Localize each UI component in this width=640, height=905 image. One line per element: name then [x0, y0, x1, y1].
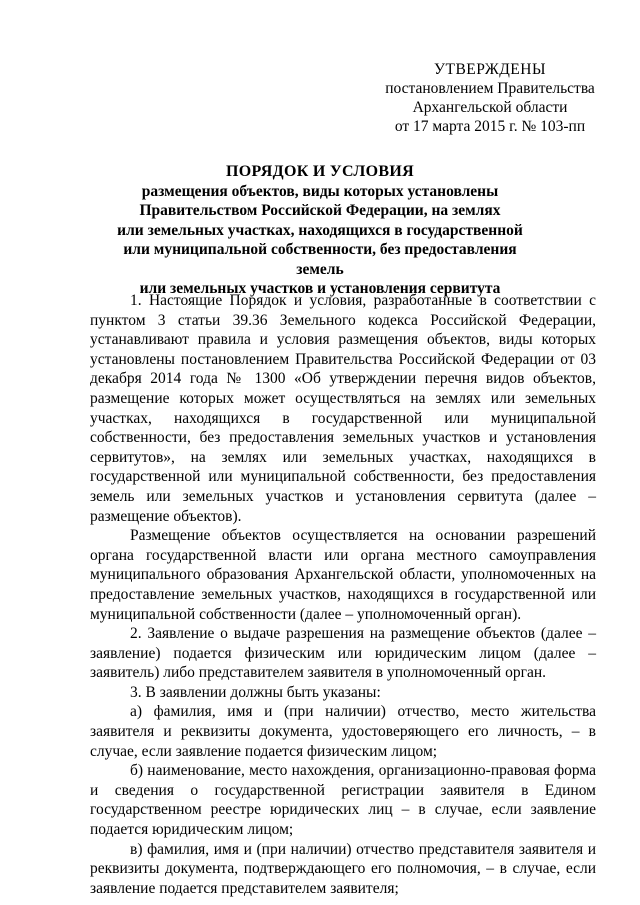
document-subtitle-line: размещения объектов, виды которых установлены	[141, 182, 499, 200]
paragraph-2: 2. Заявление о выдаче разрешения на размещение объектов (далее – заявление) подается физическим или юридическим лицом (далее – заявитель) либо представителем заявителя в уполномоченный орган.	[90, 625, 596, 682]
paragraph-1: 1. Настоящие Порядок и условия, разработанные в соответствии с пунктом 3 статьи 39.36 Земельного кодекса Российской Федерации, устанавливают правила и условия размещения объектов, виды которых установлены постановлением Правительства Российской Федерации от 03 декабря 2014 года № 1300 «Об утверждении перечня видов объектов, размещение которых может осуществляться на землях или земельных участках, находящихся в государственной или муниципальной собственности, без предоставления земельных участков и установления сервитутов», на землях или земельных участках, находящихся в государственной или муниципальной собственности, без предоставления земель или земельных участков и установления сервитута (далее – размещение объектов).	[90, 292, 596, 525]
document-subtitle-line: или муниципальной собственности, без предоставления земель	[123, 241, 517, 278]
document-title: ПОРЯДОК И УСЛОВИЯ	[226, 163, 414, 180]
document-subtitle-line: или земельных участках, находящихся в государственной	[117, 221, 523, 239]
paragraph-3a: а) фамилия, имя и (при наличии) отчество, место жительства заявителя и реквизиты документа, удостоверяющего его личность, – в случае, если заявление подается физическим лицом;	[90, 703, 596, 760]
paragraph-placement-basis: Размещение объектов осуществляется на основании разрешений органа государственной власти или органа местного самоуправления муниципального образования Архангельской области, уполномоченных на предоставление земельных участков, находящихся в государственной или муниципальной собственности (далее – уполномоченный орган).	[90, 527, 596, 623]
paragraph-3b: б) наименование, место нахождения, организационно-правовая форма и сведения о государственной регистрации заявителя в Едином государственном реестре юридических лиц – в случае, если заявление подается юридическим лицом;	[90, 762, 596, 839]
document-subtitle-line: или земельных участков и установления сервитута	[139, 280, 501, 297]
paragraph-3c: в) фамилия, имя и (при наличии) отчество представителя заявителя и реквизиты документа, подтверждающего его полномочия, – в случае, если заявление подается представителем заявителя;	[90, 840, 596, 897]
approval-date: от 17 марта 2015 г. № 103-пп	[394, 118, 586, 135]
document-subtitle-line: Правительством Российской Федерации, на землях	[139, 202, 501, 219]
approval-block	[370, 60, 610, 136]
paragraph-3: 3. В заявлении должны быть указаны:	[130, 683, 381, 701]
approval-line: Архангельской области	[412, 99, 568, 116]
document-heading	[100, 162, 540, 299]
approval-line: постановлением Правительства	[385, 80, 595, 97]
approval-title: УТВЕРЖДЕНЫ	[434, 61, 546, 78]
document-body	[90, 291, 596, 898]
